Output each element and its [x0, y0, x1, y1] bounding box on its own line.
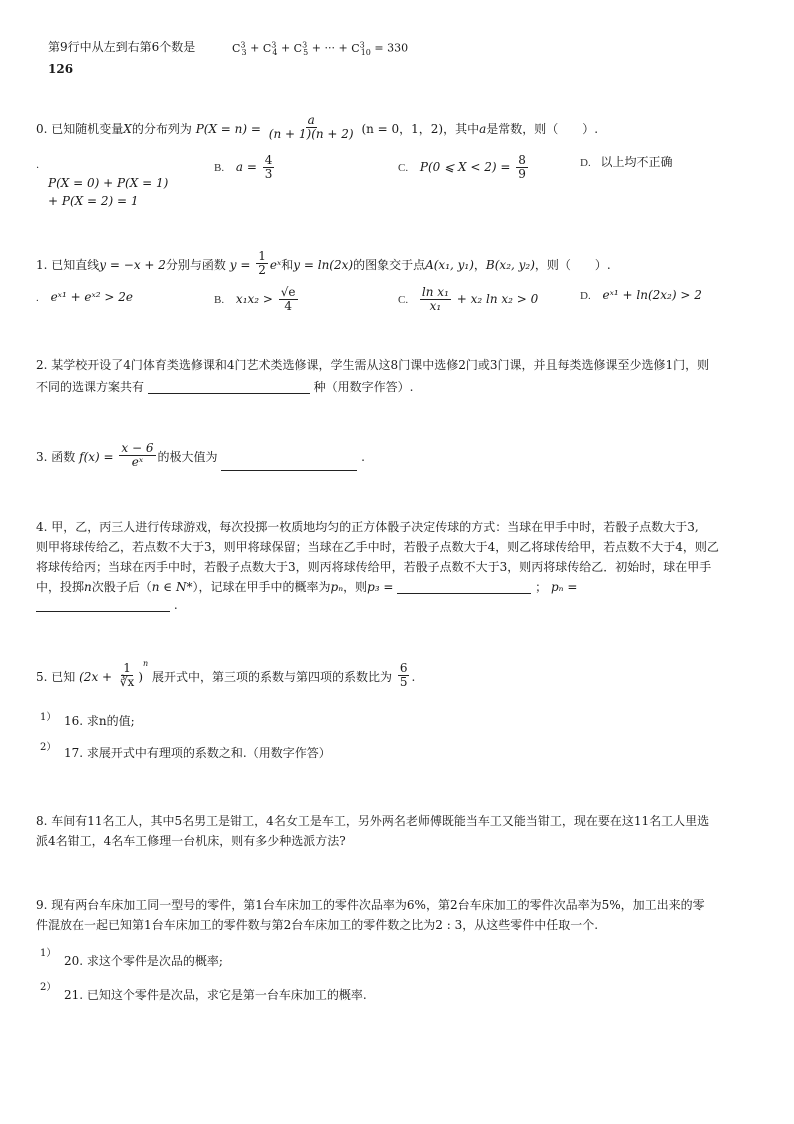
combination-term-3: $C^3_5$: [293, 40, 309, 57]
q11-option-c: C. $\frac{\text{ln x₁}}{\text{x₁}}$ + x₂ ln x₂ > 0: [398, 285, 539, 314]
combination-sum-formula: $C^3_3 + C^3_4 + C^3_5$ + ··· + $C^3_{10} = 330$: [232, 40, 409, 57]
question-11-stem: 1. 已知直线y = −x + 2分别与函数 y = $\frac{1}{2}$ eˣ和y = ln(2x)的图象交于点A(x₁, y₁)，B(x₂, y₂)，则（ ）.: [36, 249, 611, 278]
combination-term-4: $C^3_{10}$: [351, 40, 371, 57]
question-16: 16. 求n的值;: [64, 714, 135, 728]
question-14-line5: .: [36, 598, 178, 612]
question-14-line2: 则甲将球传给乙，若点数不大于3，则甲将球保留；当球在乙手中时，若骰子点数大于4，则乙将球传给甲，若点数不大于4，则乙: [36, 540, 719, 554]
question-number: 8.: [36, 814, 48, 828]
question-number: 5.: [36, 670, 48, 685]
sub-question-marker: 2）: [40, 982, 57, 993]
q11-option-b: B. x₁x₂ > $\frac{√e}{4}$: [214, 285, 296, 314]
question-12-line2: 不同的选课方案共有 种（用数字作答）.: [36, 380, 414, 394]
pmf-condition: (n = 0，1，2): [361, 122, 444, 137]
combination-sum-result: = 330: [374, 41, 409, 55]
question-18-line1: 8. 车间有11名工人，其中5名男工是钳工，4名女工是车工，另外两名老师傅既能当车工又能当钳工，现在要在这11名工人里选: [36, 814, 710, 828]
answer-blank-pn[interactable]: [36, 599, 170, 612]
question-number: 1.: [36, 258, 48, 273]
question-19-line2: 件混放在一起已知第1台车床加工的零件数与第2台车床加工的零件数之比为2 : 3，从这些零件中任取一个.: [36, 918, 599, 932]
pmf-lhs: P(X = n) =: [195, 122, 261, 137]
question-20: 20. 求这个零件是次品的概率;: [64, 954, 223, 968]
question-number: 0.: [36, 122, 48, 137]
question-14-line3: 将球传给丙；当球在丙手中时，若骰子点数大于3，则丙将球传给甲，若骰子点数不大于3，则丙将球传给乙．初始时，球在甲手: [36, 560, 712, 574]
question-15-stem: 5. 已知 (2x + $\frac{1}{∛x}$ )$^n$ 展开式中，第三项的系数与第四项的系数比为 $\frac{6}{5}$ .: [36, 659, 416, 690]
option-a-marker: .: [36, 160, 40, 171]
q10-option-c: C. P(0 ⩽ X < 2) = $\frac{8}{9}$: [398, 153, 526, 182]
q10-option-a-line1: P(X = 0) + P(X = 1): [48, 176, 169, 190]
question-19-line1: 9. 现有两台车床加工同一型号的零件，第1台车床加工的零件次品率为6%，第2台车床加工的零件次品率为5%，加工出来的零: [36, 898, 705, 912]
question-number: 9.: [36, 898, 48, 912]
question-14-line1: 4. 甲，乙，丙三人进行传球游戏，每次投掷一枚质地均匀的正方体骰子决定传球的方式：当球在甲手中时，若骰子点数大于3,: [36, 520, 699, 534]
question-13: 3. 函数 f(x) = $\frac{x - 6}{\text{eˣ}}$ 的极大值为 .: [36, 444, 365, 471]
sub-question-marker: 1）: [40, 948, 57, 959]
question-number: 2.: [36, 358, 48, 372]
answer-blank-p3[interactable]: [397, 581, 531, 594]
sub-question-marker: 2）: [40, 742, 57, 753]
q10-option-d: D. 以上均不正确: [580, 155, 673, 169]
question-21: 21. 已知这个零件是次品，求它是第一台车床加工的概率.: [64, 988, 367, 1002]
pmf-fraction: $\frac{a}{(n + 1)(n + 2)}$: [268, 113, 354, 142]
q11-option-d: D. eˣ¹ + ln(2x₂) > 2: [580, 288, 702, 302]
question-number: 3.: [36, 450, 48, 465]
combination-term-1: $C^3_3$: [232, 40, 247, 57]
question-18-line2: 派4名钳工，4名车工修理一台机床，则有多少种选派方法?: [36, 834, 346, 848]
sub-question-marker: 1）: [40, 712, 57, 723]
header-line1-text: 第9行中从左到右第6个数是: [48, 40, 196, 54]
question-10-stem: 0. 已知随机变量X的分布列为 P(X = n) = $\frac{a}{(n + 1)(n + 2)}$ (n = 0，1，2)，其中a是常数，则（ ）.: [36, 113, 599, 142]
q11-option-a: . eˣ¹ + eˣ² > 2e: [36, 290, 134, 304]
q10-option-a-line2: + P(X = 2) = 1: [48, 194, 139, 208]
q10-option-b: B. a = $\frac{4}{3}$: [214, 153, 273, 182]
combination-term-2: $C^3_4$: [262, 40, 278, 57]
header-answer: 126: [48, 62, 74, 76]
answer-blank[interactable]: [148, 381, 310, 394]
header-line1: [48, 40, 195, 54]
question-14-line4: 中，投掷n次骰子后（n ∈ N*），记球在甲手中的概率为pₙ，则p₃ = ； pₙ =: [36, 580, 578, 594]
question-number: 4.: [36, 520, 48, 534]
answer-blank[interactable]: [221, 458, 357, 471]
question-17: 17. 求展开式中有理项的系数之和.（用数字作答）: [64, 746, 331, 760]
question-12-line1: 2. 某学校开设了4门体育类选修课和4门艺术类选修课，学生需从这8门课中选修2门或3门课，并且每类选修课至少选修1门，则: [36, 358, 710, 372]
